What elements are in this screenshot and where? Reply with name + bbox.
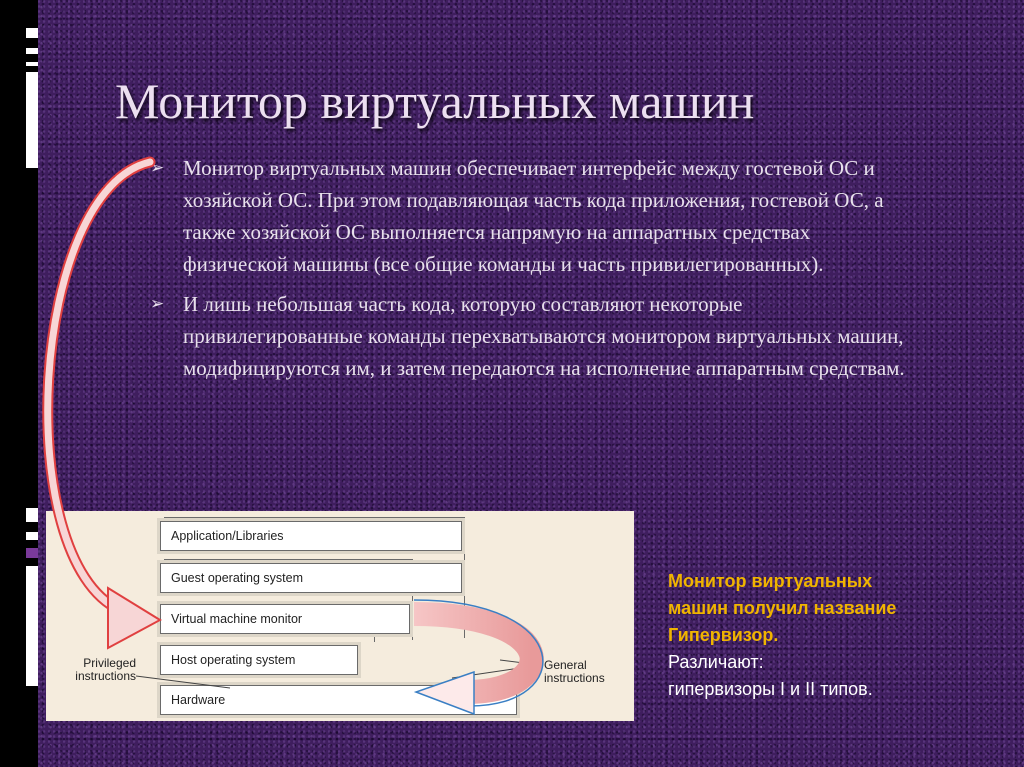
bullet-text: Монитор виртуальных машин обеспечивает интерфейс между гостевой ОС и хозяйской ОС. При этом подавляющая часть кода приложения, гостевой ОС, а также хозяйской ОС выполняется напрямую на аппаратных средствах физической машины (все общие команды и часть привилегированных). [183,156,884,276]
layer-guest-os [160,563,462,593]
strip-bar-white [26,566,38,686]
privileged-instructions-label [50,657,136,683]
layer-label: Hardware [171,693,226,707]
label-line: General [544,658,587,672]
note-highlight-line: Монитор виртуальных [668,571,873,591]
strip-bar-white [26,28,38,38]
bullet-arrow-icon: ➢ [150,294,165,313]
layer-host-os [160,645,358,675]
label-line: Privileged [83,656,136,670]
strip-bar-white [26,72,38,168]
note-plain-line: гипервизоры I и II типов. [668,679,873,699]
label-line: instructions [75,669,136,683]
strip-bar-white [26,48,38,54]
bullet-item [150,152,910,280]
strip-bar-purple [26,548,38,558]
left-edge-strip [0,0,38,767]
note-plain-line: Различают: [668,652,764,672]
vmm-diagram [46,511,634,721]
layer-hardware [160,685,517,715]
layer-virtual-machine-monitor [160,604,410,634]
note-highlight-line: Гипервизор. [668,625,779,645]
layer-application-libraries [160,521,462,551]
bullet-text: И лишь небольшая часть кода, которую составляют некоторые привилегированные команды перехватываются монитором виртуальных машин, модифицируются им, и затем передаются на исполнение аппаратным средствам. [183,292,905,380]
bullet-arrow-icon: ➢ [150,158,165,177]
layer-label: Virtual machine monitor [171,612,303,626]
layer-label: Host operating system [171,653,296,667]
strip-bar-white [26,508,38,522]
slide-title: Монитор виртуальных машин [115,73,755,129]
strip-bar-white [26,532,38,540]
strip-bar-white [26,62,38,66]
bullet-item [150,288,910,384]
hypervisor-note [668,568,998,703]
layer-label: Application/Libraries [171,529,284,543]
bullet-list [150,152,910,392]
layer-label: Guest operating system [171,571,304,585]
label-line: instructions [544,671,605,685]
general-instructions-label [544,659,605,685]
note-highlight-line: машин получил название [668,598,897,618]
